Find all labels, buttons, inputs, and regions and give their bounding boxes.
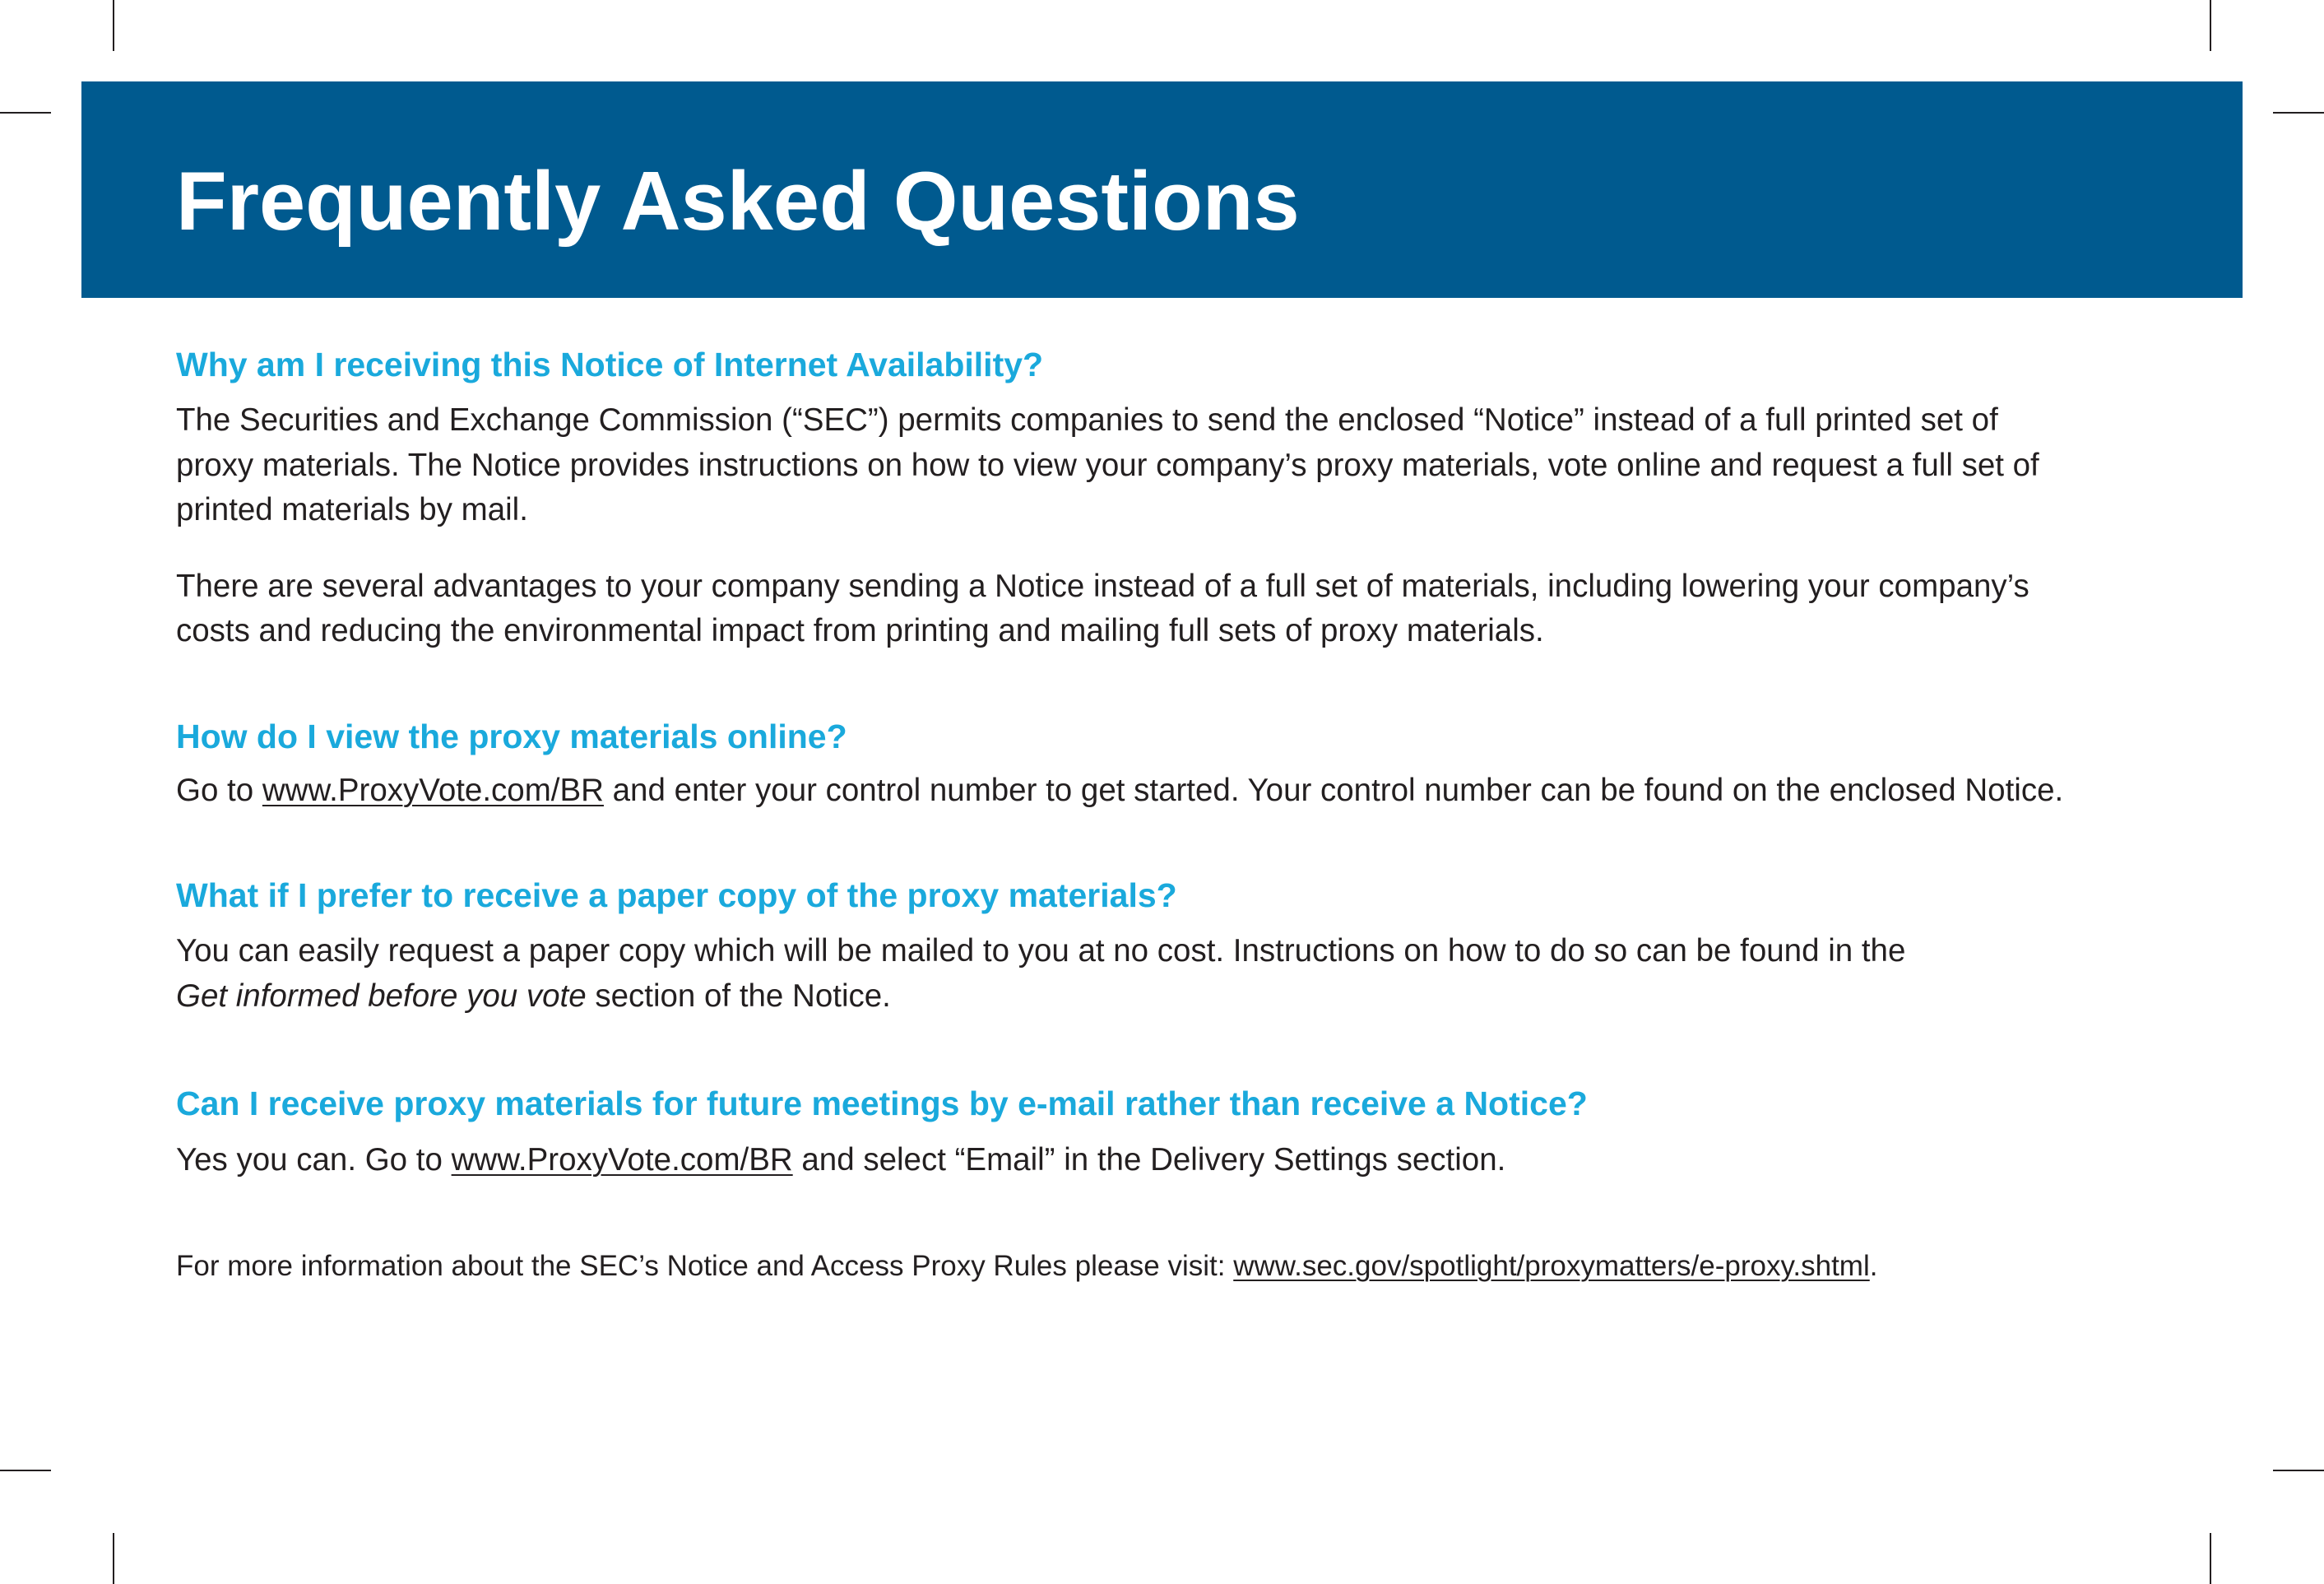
- faq-item-view-online: [176, 713, 2167, 814]
- faq-question: Why am I receiving this Notice of Internet Availability?: [176, 346, 1044, 383]
- answer-line: The Securities and Exchange Commission (“SEC”) permits companies to send the enclosed “Notice” instead of a full printed set of: [176, 402, 1998, 438]
- footer-note: [176, 1244, 2167, 1289]
- faq-item-paper-copy: [176, 872, 2167, 1019]
- faq-question: What if I prefer to receive a paper copy of the proxy materials?: [176, 876, 1177, 914]
- answer-text: section of the Notice.: [586, 978, 891, 1014]
- footer-text: .: [1869, 1249, 1878, 1282]
- crop-mark-top-right: [2210, 0, 2211, 51]
- crop-mark-left-bottom: [0, 1470, 51, 1471]
- proxyvote-link[interactable]: www.ProxyVote.com/BR: [451, 1142, 793, 1178]
- crop-mark-right-top: [2273, 112, 2324, 114]
- answer-text: Go to: [176, 772, 262, 808]
- faq-question: Can I receive proxy materials for future meetings by e-mail rather than receive a Notice?: [176, 1085, 1588, 1122]
- answer-line: proxy materials. The Notice provides instructions on how to view your company’s proxy materials, vote online and request a full set of: [176, 447, 2039, 483]
- answer-text: and select “Email” in the Delivery Settings section.: [792, 1142, 1506, 1178]
- answer-text: and enter your control number to get started. Your control number can be found on the enclosed Notice.: [603, 772, 2064, 808]
- answer-italic-text: Get informed before you vote: [176, 978, 587, 1014]
- crop-mark-top-left: [113, 0, 114, 51]
- faq-answer-paragraph: [176, 929, 2167, 1019]
- page-title: Frequently Asked Questions: [176, 156, 1300, 248]
- proxyvote-link[interactable]: www.ProxyVote.com/BR: [262, 772, 604, 808]
- answer-line: There are several advantages to your company sending a Notice instead of a full set of materials, including lowering your company’s: [176, 568, 2029, 604]
- crop-mark-left-top: [0, 112, 51, 114]
- faq-question: How do I view the proxy materials online?: [176, 717, 847, 755]
- faq-answer-paragraph: [176, 564, 2167, 654]
- answer-line: You can easily request a paper copy which will be mailed to you at no cost. Instructions on how to do so can be found in the: [176, 933, 1906, 969]
- faq-answer-paragraph: [176, 769, 2167, 814]
- faq-answer-paragraph: [176, 398, 2167, 533]
- sec-proxy-link[interactable]: www.sec.gov/spotlight/proxymatters/e-proxy.shtml: [1233, 1249, 1870, 1282]
- faq-content: [176, 341, 2167, 1289]
- crop-mark-bottom-left: [113, 1533, 114, 1584]
- answer-line: costs and reducing the environmental impact from printing and mailing full sets of proxy materials.: [176, 613, 1544, 648]
- answer-line: printed materials by mail.: [176, 492, 528, 527]
- faq-item-notice: [176, 341, 2167, 654]
- crop-mark-bottom-right: [2210, 1533, 2211, 1584]
- faq-item-email: [176, 1080, 2167, 1183]
- header-banner: [81, 81, 2243, 298]
- crop-mark-right-bottom: [2273, 1470, 2324, 1471]
- answer-text: Yes you can. Go to: [176, 1142, 452, 1178]
- faq-answer-paragraph: [176, 1138, 2167, 1183]
- footer-text: For more information about the SEC’s Notice and Access Proxy Rules please visit:: [176, 1249, 1234, 1282]
